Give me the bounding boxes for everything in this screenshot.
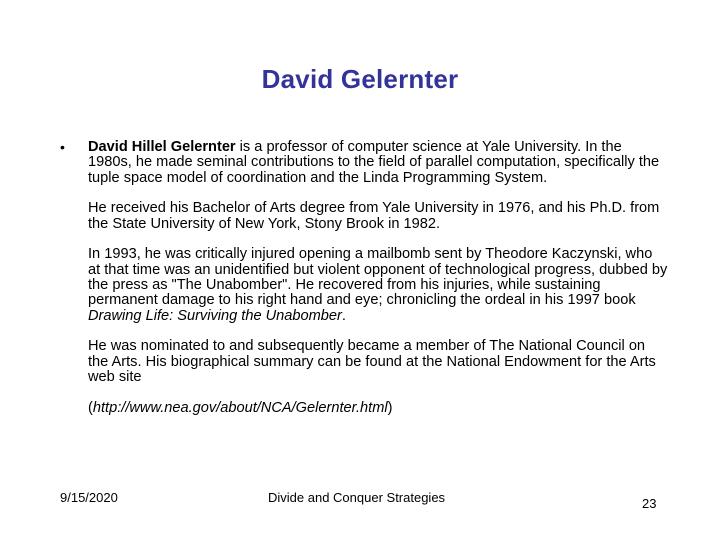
bio-content	[88, 140, 668, 432]
paren-close: )	[387, 399, 393, 416]
paragraph-council: He was nominated to and subsequently became a member of The National Council on the Arts. His biographical summary can be found at the National Endowment for the Arts web site	[88, 338, 656, 386]
footer-date: 9/15/2020	[60, 490, 118, 505]
paragraph-unabomber	[88, 247, 668, 323]
paren-open: (	[88, 399, 93, 416]
unabomber-text: In 1993, he was critically injured opening a mailbomb sent by Theodore Kaczynski, who at that time was an unidentified but violent opponent of technological progress, dubbed by the press as "The Unabomber". He recovered from his injuries, while sustaining permanent damage to his right hand and eye; chronicling the ordeal in his 1997 book	[88, 246, 668, 309]
page-number: 23	[642, 496, 657, 511]
paragraph-url	[88, 401, 668, 416]
intro-text: is a professor of computer science at Yale University. In the 1980s, he made seminal contributions to the field of parallel computation, specifically the tuple space model of coordination and the Linda Programming System.	[88, 139, 660, 186]
name-bold: David Hillel Gelernter	[88, 139, 236, 155]
bullet-glyph: •	[60, 139, 65, 155]
paragraph-intro	[88, 140, 668, 186]
slide-title: David Gelernter	[261, 64, 459, 94]
unabomber-end: .	[341, 307, 346, 324]
book-title: Drawing Life: Surviving the Unabomber	[88, 307, 342, 324]
footer-title: Divide and Conquer Strategies	[268, 490, 446, 505]
paragraph-education: He received his Bachelor of Arts degree from Yale University in 1976, and his Ph.D. from the State University of New York, Stony Brook in 1982.	[88, 200, 660, 232]
nea-url: http://www.nea.gov/about/NCA/Gelernter.html	[92, 399, 388, 416]
